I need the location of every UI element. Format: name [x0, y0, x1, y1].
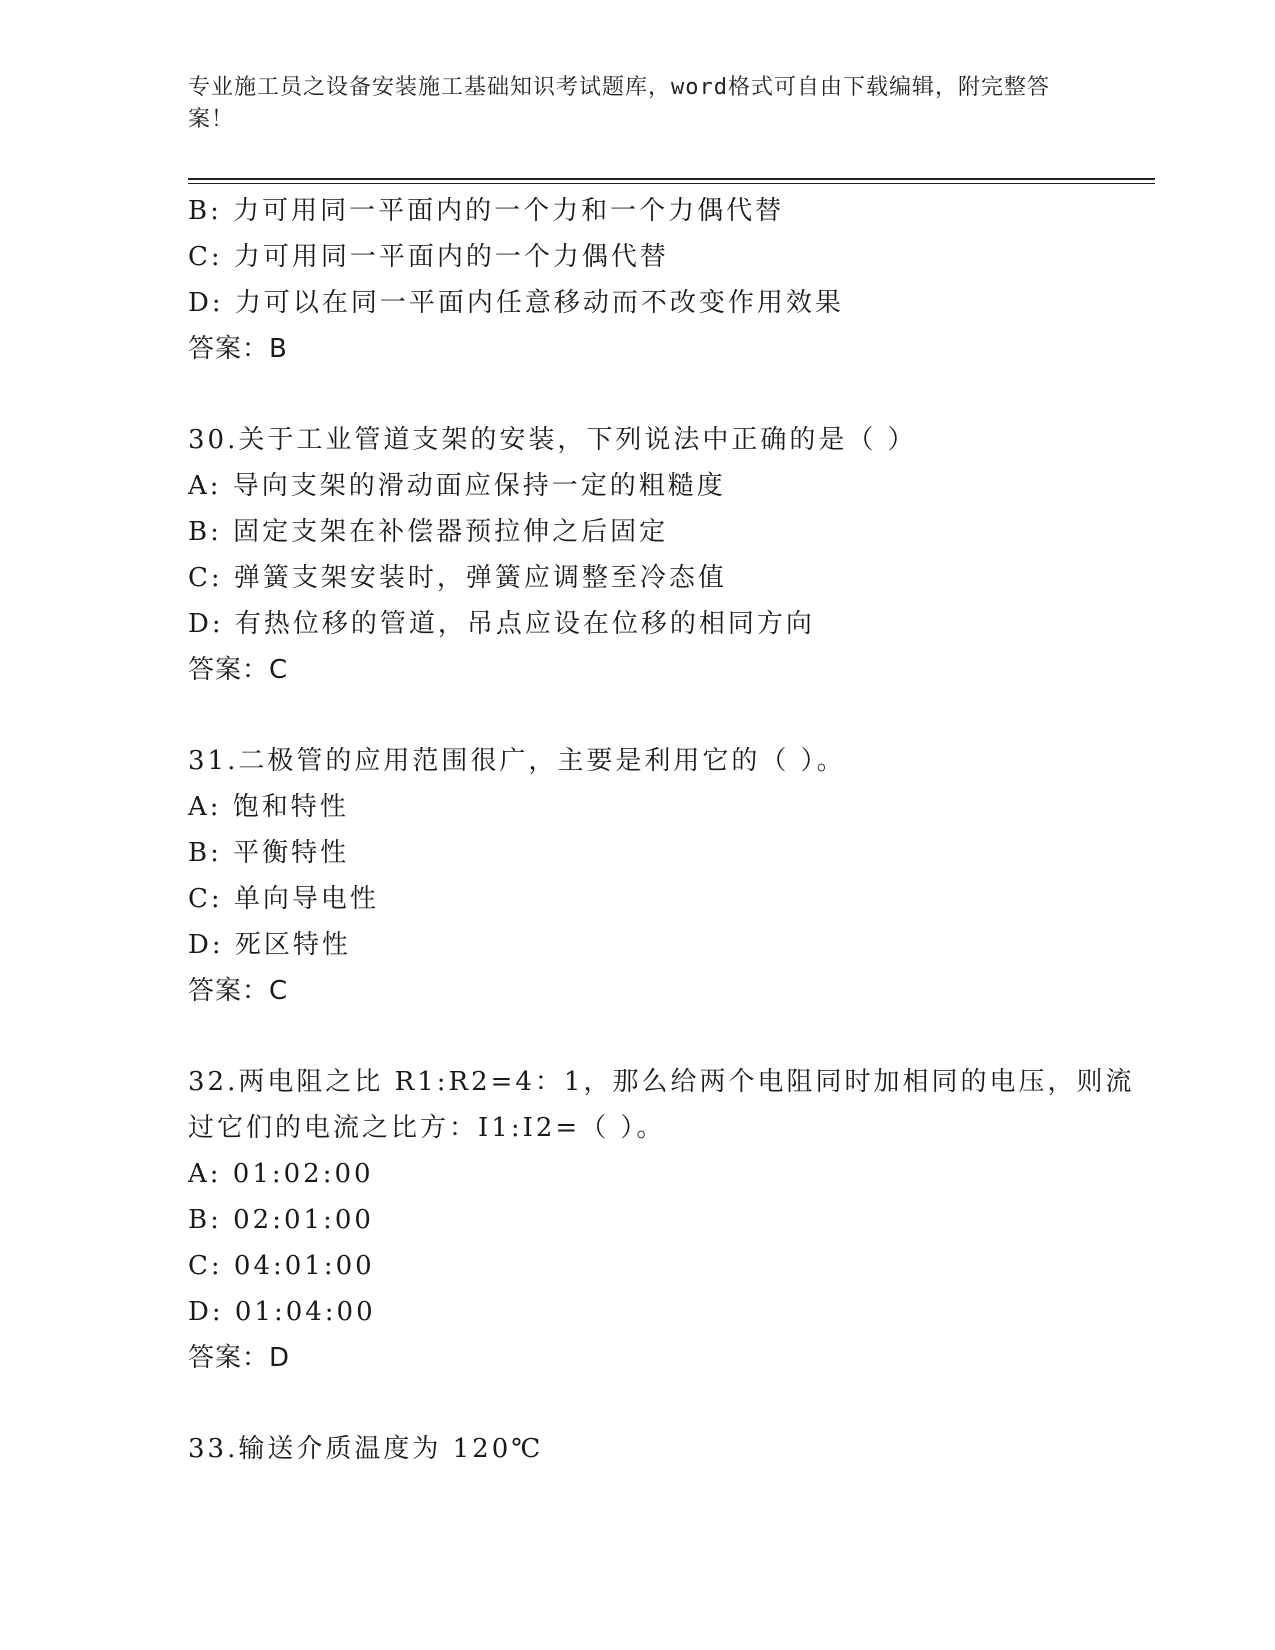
answer-label: 答案：C — [188, 655, 289, 685]
option-c: C: 04:01:00 — [188, 1251, 375, 1281]
option-d: D: 力可以在同一平面内任意移动而不改变作用效果 — [188, 288, 844, 318]
question-list — [188, 188, 1135, 1472]
question-stem: 31.二极管的应用范围很广，主要是利用它的（ ）。 — [188, 746, 846, 776]
option-b: B: 固定支架在补偿器预拉伸之后固定 — [188, 517, 669, 547]
option-d: D: 有热位移的管道，吊点应设在位移的相同方向 — [188, 609, 815, 639]
answer-label: 答案：C — [188, 976, 289, 1006]
question-30 — [188, 417, 1088, 693]
spacer — [188, 372, 1088, 417]
question-stem: 33.输送介质温度为 120℃ — [188, 1434, 544, 1464]
question-stem-line-1: 32.两电阻之比 R1:R2=4：1，那么给两个电阻同时加相同的电压，则流 — [188, 1067, 1135, 1097]
answer-label: 答案：B — [188, 334, 288, 364]
option-a: A: 01:02:00 — [188, 1159, 374, 1189]
question-stem: 30.关于工业管道支架的安装，下列说法中正确的是（ ） — [188, 425, 917, 455]
spacer — [188, 1014, 1088, 1059]
option-b: B: 02:01:00 — [188, 1205, 374, 1235]
spacer — [188, 693, 1088, 738]
option-d: D: 死区特性 — [188, 930, 351, 960]
option-d: D: 01:04:00 — [188, 1297, 376, 1327]
header-divider-thick — [188, 178, 1155, 180]
question-stem-line-2: 过它们的电流之比方：I1:I2=（ ）。 — [188, 1113, 666, 1143]
option-b: B: 力可用同一平面内的一个力和一个力偶代替 — [188, 196, 785, 226]
option-b: B: 平衡特性 — [188, 838, 350, 868]
option-c: C: 弹簧支架安装时，弹簧应调整至冷态值 — [188, 563, 727, 593]
question-29 — [188, 188, 1088, 372]
option-c: C: 单向导电性 — [188, 884, 379, 914]
option-a: A: 饱和特性 — [188, 792, 349, 822]
question-32 — [188, 1059, 1135, 1381]
answer-label: 答案：D — [188, 1343, 291, 1373]
spacer — [188, 1381, 1088, 1426]
question-33 — [188, 1426, 1088, 1472]
question-31 — [188, 738, 1088, 1014]
document-header: 专业施工员之设备安装施工基础知识考试题库，word格式可自由下载编辑，附完整答案！ — [188, 75, 1050, 132]
option-a: A: 导向支架的滑动面应保持一定的粗糙度 — [188, 471, 726, 501]
option-c: C: 力可用同一平面内的一个力偶代替 — [188, 242, 669, 272]
header-divider-thin — [188, 183, 1155, 184]
